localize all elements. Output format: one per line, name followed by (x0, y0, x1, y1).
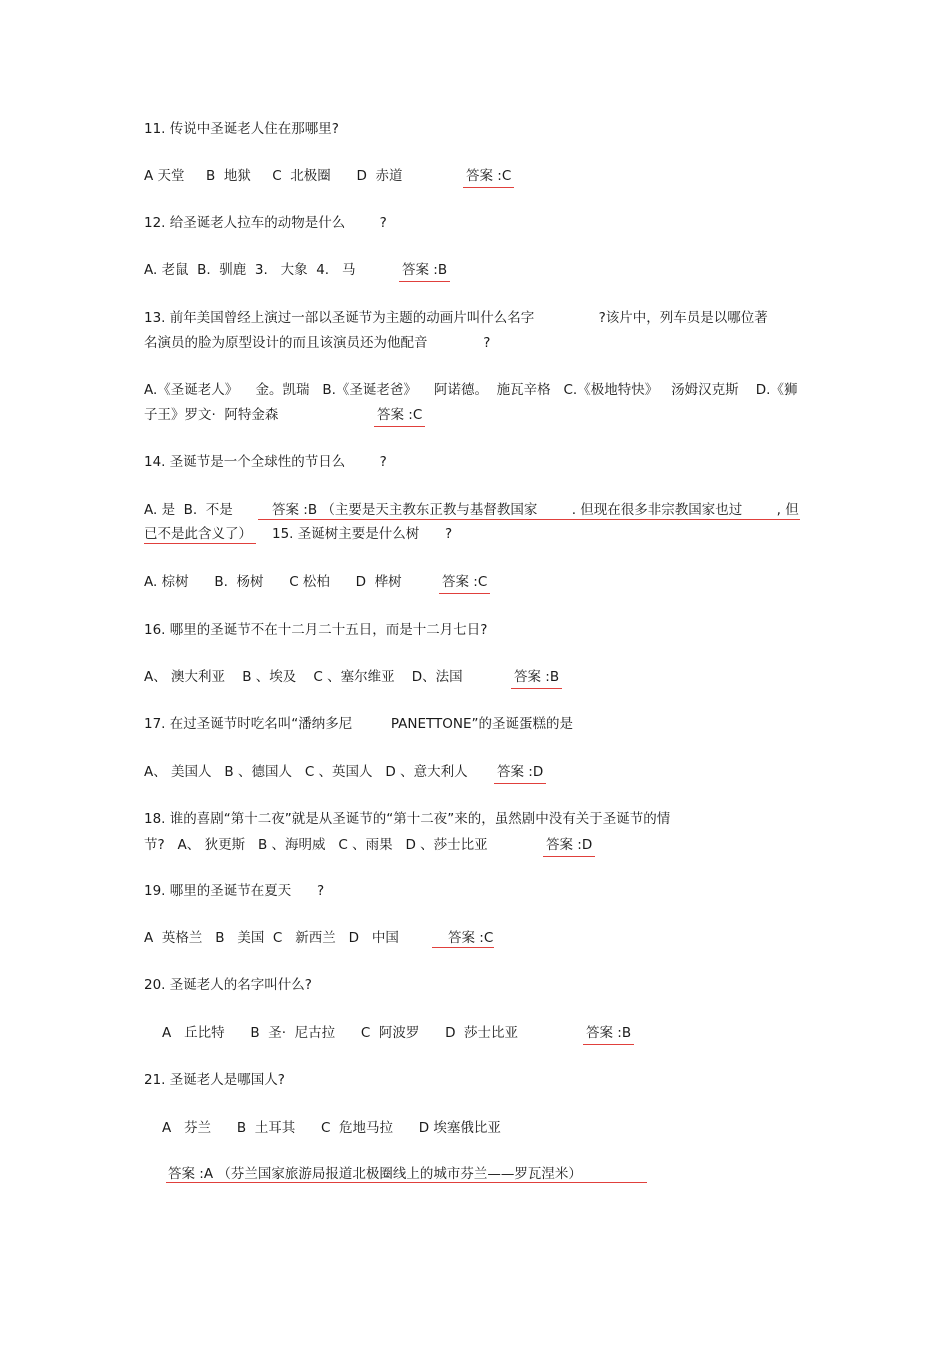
question-text: 12. 给圣诞老人拉车的动物是什么 ? (144, 215, 387, 231)
options-text: A 丘比特 B 圣· 尼古拉 C 阿波罗 D 莎士比亚 (162, 1025, 519, 1041)
options-text-line-2: 子王》罗文· 阿特金森 (144, 407, 279, 423)
question-text: 18. 谁的喜剧“第十二夜”就是从圣诞节的“第十二夜”来的，虽然剧中没有关于圣诞节的情 (144, 811, 671, 827)
answer-text: 答案 :B （主要是天主教东正教与基督教国家 . 但现在很多非宗教国家也过 , 但 (272, 502, 799, 518)
answer-underline (166, 1182, 647, 1183)
answer-text: 答案 :C (448, 930, 494, 946)
question-text: 11. 传说中圣诞老人住在那哪里? (144, 121, 339, 137)
answer-text: 答案 :B (402, 262, 448, 278)
options-text: A. 老鼠 B. 驯鹿 3. 大象 4. 马 (144, 262, 356, 278)
question-text: 20. 圣诞老人的名字叫什么? (144, 977, 312, 993)
answer-underline (258, 519, 800, 520)
question-text: 21. 圣诞老人是哪国人? (144, 1072, 285, 1088)
question-15-text: 15. 圣诞树主要是什么树 ? (272, 526, 453, 542)
answer-text: 答案 :D (546, 837, 593, 853)
question-text: 14. 圣诞节是一个全球性的节日么 ? (144, 454, 387, 470)
answer-underline (144, 543, 256, 544)
answer-text: 答案 :D (497, 764, 544, 780)
answer-text: 答案 :C (466, 168, 512, 184)
question-text: 19. 哪里的圣诞节在夏天 ? (144, 883, 325, 899)
answer-text: 答案 :C (442, 574, 488, 590)
options-text-line-1: A.《圣诞老人》 金。凯瑞 B.《圣诞老爸》 阿诺德。 施瓦辛格 C.《极地特快》 汤姆汉克斯 D.《狮 (144, 382, 798, 398)
question-text-line-2: 名演员的脸为原型设计的而且该演员还为他配音 ? (144, 335, 491, 351)
question-text: 16. 哪里的圣诞节不在十二月二十五日，而是十二月七日? (144, 622, 488, 638)
answer-text: 答案 :C (377, 407, 423, 423)
question-text: 17. 在过圣诞节时吃名叫“潘纳多尼 PANETTONE”的圣诞蛋糕的是 (144, 716, 574, 732)
options-text: A 英格兰 B 美国 C 新西兰 D 中国 (144, 930, 399, 946)
options-text: A、 美国人 B 、德国人 C 、英国人 D 、意大利人 (144, 764, 468, 780)
answer-text: 答案 :B (586, 1025, 632, 1041)
answer-text: 答案 :A （芬兰国家旅游局报道北极圈线上的城市芬兰——罗瓦涅米） (168, 1166, 582, 1182)
options-text: A、 澳大利亚 B 、埃及 C 、塞尔维亚 D、法国 (144, 669, 463, 685)
options-text: A. 是 B. 不是 (144, 502, 233, 518)
options-text: 节? A、 狄更斯 B 、海明威 C 、雨果 D 、莎士比亚 (144, 837, 488, 853)
answer-text: 答案 :B (514, 669, 560, 685)
options-text: A. 棕树 B. 杨树 C 松柏 D 桦树 (144, 574, 402, 590)
answer-underline (432, 947, 494, 948)
question-text-line-1: 13. 前年美国曾经上演过一部以圣诞节为主题的动画片叫什么名字 ?该片中，列车员是以哪位著 (144, 310, 768, 326)
answer-text-continued: 已不是此含义了） (144, 526, 252, 542)
options-text: A 芬兰 B 土耳其 C 危地马拉 D 埃塞俄比亚 (162, 1120, 501, 1136)
options-text: A 天堂 B 地狱 C 北极圈 D 赤道 (144, 168, 403, 184)
